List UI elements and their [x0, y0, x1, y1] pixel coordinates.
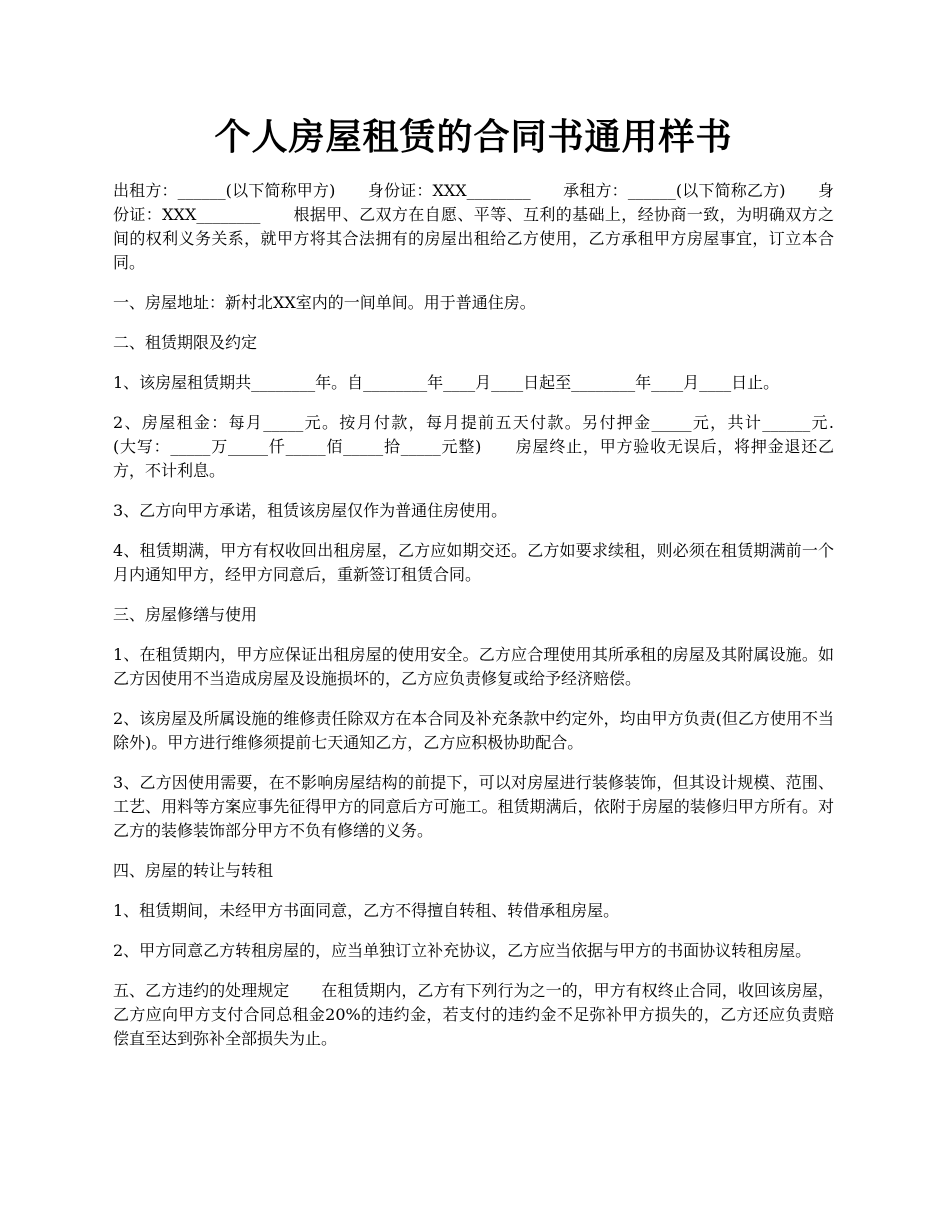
clause-2-1: 1、该房屋租赁期共________年。自________年____月____日起至________年____月____日止。 [113, 373, 780, 392]
clause-2-2: 2、房屋租金：每月_____元。按月付款，每月提前五天付款。另付押金_____元，共计______元. (大写：_____万_____仟_____佰_____拾_____元整) 房屋终止，甲方验收无误后，将押金退还乙方，不计利息。 [113, 413, 867, 480]
clause-3-1: 1、在租赁期内，甲方应保证出租房屋的使用安全。乙方应合理使用其所承租的房屋及其附属设施。如乙方因使用不当造成房屋及设施损坏的，乙方应负责修复或给予经济赔偿。 [113, 645, 834, 688]
section-3-heading: 三、房屋修缮与使用 [113, 605, 258, 624]
clause-2-4: 4、租赁期满，甲方有权收回出租房屋，乙方应如期交还。乙方如要求续租，则必须在租赁期满前一个月内通知甲方，经甲方同意后，重新签订租赁合同。 [113, 541, 834, 584]
clause-4-2: 2、甲方同意乙方转租房屋的，应当单独订立补充协议，乙方应当依据与甲方的书面协议转租房屋。 [113, 941, 812, 960]
clause-3-3: 3、乙方因使用需要，在不影响房屋结构的前提下，可以对房屋进行装修装饰，但其设计规模、范围、工艺、用料等方案应事先征得甲方的同意后方可施工。租赁期满后，依附于房屋的装修归甲方所有。对乙方的装修装饰部分甲方不负有修缮的义务。 [113, 773, 834, 840]
section-5-breach: 五、乙方违约的处理规定 在租赁期内，乙方有下列行为之一的，甲方有权终止合同，收回该房屋，乙方应向甲方支付合同总租金20%的违约金，若支付的违约金不足弥补甲方损失的，乙方还应负责赔偿直至达到弥补全部损失为止。 [113, 981, 834, 1048]
section-4-heading: 四、房屋的转让与转租 [113, 861, 274, 880]
clause-4-1: 1、租赁期间，未经甲方书面同意，乙方不得擅自转租、转借承租房屋。 [113, 901, 620, 920]
clause-3-2: 2、该房屋及所属设施的维修责任除双方在本合同及补充条款中约定外，均由甲方负责(但乙方使用不当除外)。甲方进行维修须提前七天通知乙方，乙方应积极协助配合。 [113, 709, 834, 752]
section-1-address: 一、房屋地址：新村北XX室内的一间单间。用于普通住房。 [113, 293, 536, 312]
section-2-heading: 二、租赁期限及约定 [113, 333, 258, 352]
preamble-paragraph: 出租方：______(以下简称甲方) 身份证：XXX________ 承租方：______(以下简称乙方) 身份证：XXX________ 根据甲、乙双方在自愿、平等、互利的基础上，经协商一致，为明确双方之间的权利义务关系，就甲方将其合法拥有的房屋出租给乙方使用，乙方承租甲方房屋事宜，订立本合同。 [113, 181, 834, 272]
clause-2-3: 3、乙方向甲方承诺，租赁该房屋仅作为普通住房使用。 [113, 501, 508, 520]
document-title: 个人房屋租赁的合同书通用样书 [214, 116, 733, 158]
